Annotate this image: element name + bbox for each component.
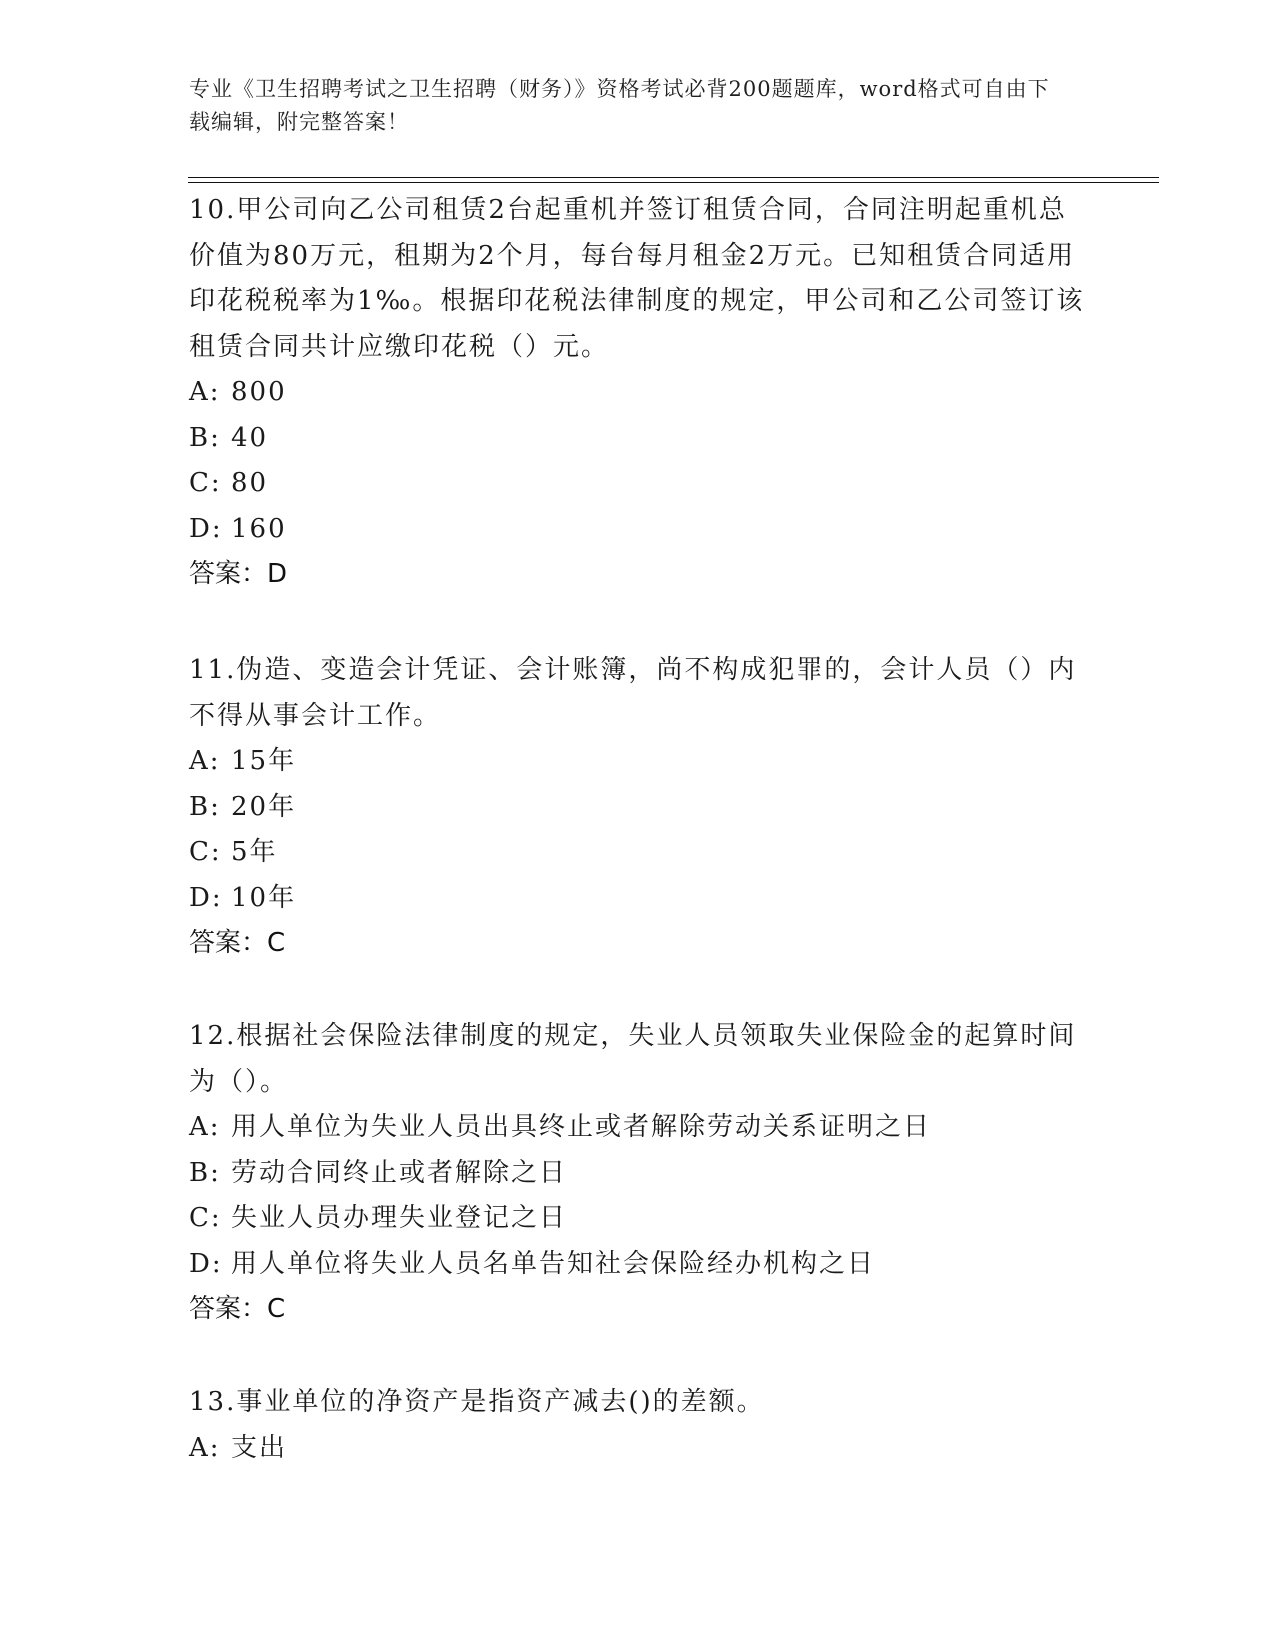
answer-label: 答案：C (189, 928, 286, 958)
option-text: 40 (231, 422, 269, 453)
option-letter: C: (189, 837, 222, 867)
option-d (189, 1242, 1089, 1288)
option-text: 15年 (231, 746, 297, 776)
option-letter: D: (189, 513, 223, 544)
option-text: 10年 (231, 882, 297, 913)
document-header: 专业《卫生招聘考试之卫生招聘（财务）》资格考试必背200题题库，word格式可自由下载编辑，附完整答案！ (189, 77, 1050, 134)
option-c (189, 1196, 1089, 1242)
option-letter: B: (189, 1157, 221, 1188)
option-letter: C: (189, 1203, 222, 1233)
option-letter: A: (189, 1112, 221, 1142)
option-letter: A: (189, 746, 221, 776)
question-10 (189, 188, 1089, 598)
option-text: 5年 (231, 837, 278, 867)
header-divider-top (188, 177, 1159, 178)
question-stem: 11.伪造、变造会计凭证、会计账簿，尚不构成犯罪的，会计人员（）内不得从事会计工作。 (189, 655, 1077, 731)
option-letter: A: (189, 377, 221, 407)
option-b (189, 785, 1089, 831)
answer-label: 答案：C (189, 1294, 286, 1324)
option-c (189, 830, 1089, 876)
option-letter: A: (189, 1432, 221, 1463)
option-b (189, 1151, 1089, 1197)
question-stem: 13.事业单位的净资产是指资产减去()的差额。 (189, 1387, 765, 1417)
option-text: 支出 (231, 1432, 288, 1463)
option-text: 失业人员办理失业登记之日 (231, 1203, 568, 1233)
option-a (189, 739, 1089, 785)
option-text: 用人单位为失业人员出具终止或者解除劳动关系证明之日 (231, 1112, 932, 1142)
option-letter: D: (189, 1248, 223, 1279)
option-a (189, 370, 1089, 416)
option-a (189, 1426, 1089, 1472)
question-13 (189, 1380, 1089, 1471)
option-c (189, 461, 1089, 507)
question-stem: 10.甲公司向乙公司租赁2台起重机并签订租赁合同，合同注明起重机总价值为80万元，租期为2个月，每台每月租金2万元。已知租赁合同适用印花税税率为1‰。根据印花税法律制度的规定，甲公司和乙公司签订该租赁合同共计应缴印花税（）元。 (189, 195, 1085, 362)
header-divider-bottom (188, 182, 1159, 183)
option-letter: C: (189, 468, 222, 498)
option-text: 20年 (231, 791, 297, 822)
option-letter: D: (189, 882, 223, 913)
option-text: 80 (231, 468, 269, 498)
question-stem: 12.根据社会保险法律制度的规定，失业人员领取失业保险金的起算时间为（）。 (189, 1021, 1077, 1097)
option-text: 160 (231, 513, 287, 544)
option-text: 800 (231, 377, 287, 407)
option-text: 劳动合同终止或者解除之日 (231, 1157, 568, 1188)
option-d (189, 876, 1089, 922)
answer-label: 答案：D (189, 559, 288, 589)
option-text: 用人单位将失业人员名单告知社会保险经办机构之日 (231, 1248, 876, 1279)
option-a (189, 1105, 1089, 1151)
question-11 (189, 648, 1089, 967)
option-d (189, 507, 1089, 553)
question-12 (189, 1014, 1089, 1333)
option-b (189, 416, 1089, 462)
option-letter: B: (189, 791, 221, 822)
option-letter: B: (189, 422, 221, 453)
